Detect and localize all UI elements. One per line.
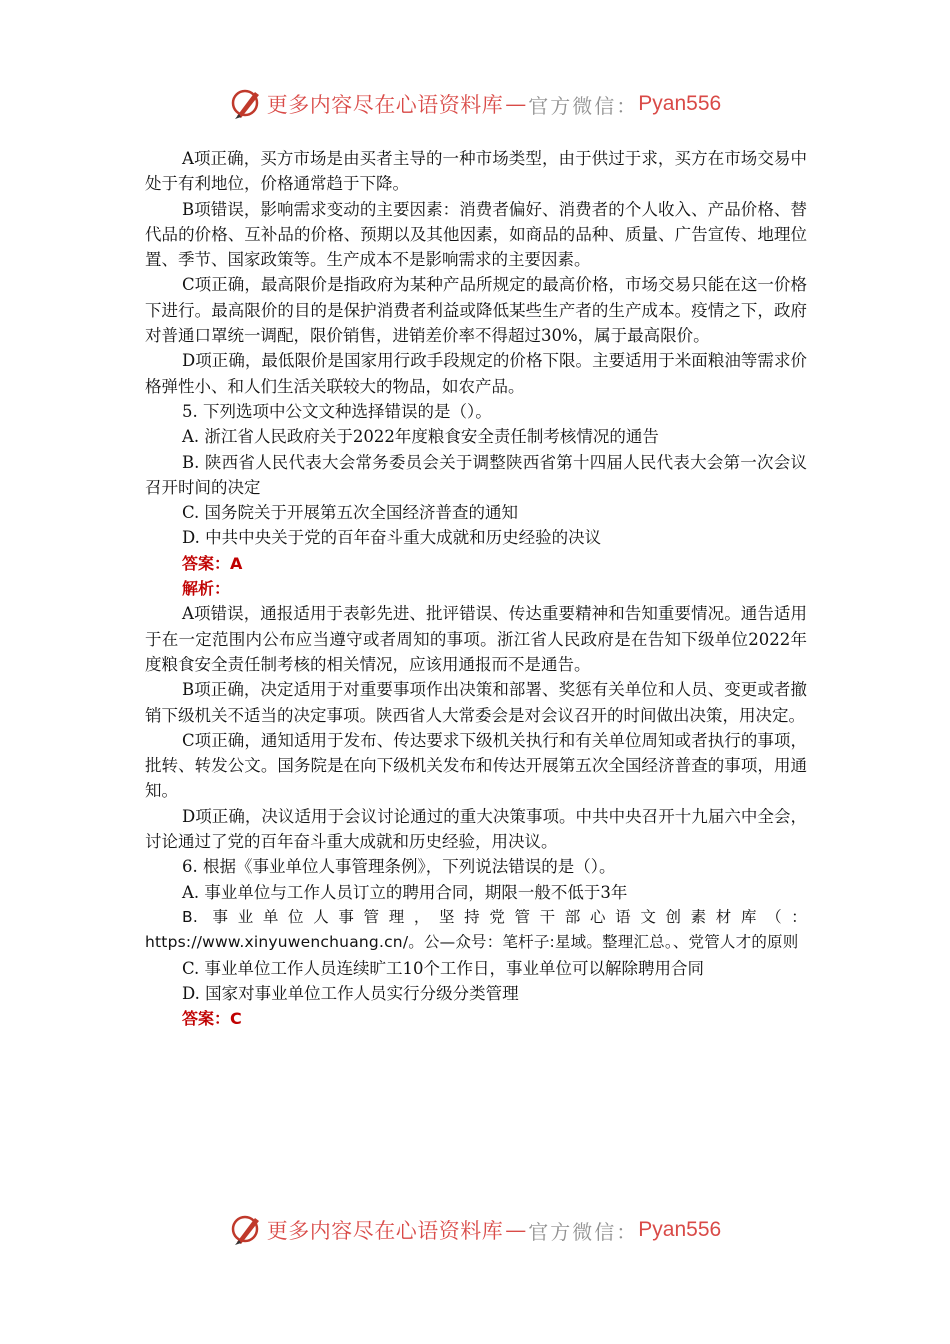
- answer-label: 答案：A: [182, 553, 243, 573]
- paragraph: D项正确，决议适用于会议讨论通过的重大决策事项。中共中央召开十九届六中全会，讨论通过了党的百年奋斗重大成就和历史经验，用决议。: [145, 806, 807, 852]
- paragraph: C. 国务院关于开展第五次全国经济普查的通知: [182, 503, 519, 523]
- paragraph: B项错误，影响需求变动的主要因素：消费者偏好、消费者的个人收入、产品价格、替代品的价格、互补品的价格、预期以及其他因素，如商品的品种、质量、广告宣传、地理位置、季节、国家政策等。生产成本不是影响需求的主要因素。: [145, 199, 807, 270]
- paragraph: A. 浙江省人民政府关于2022年度粮食安全责任制考核情况的通告: [182, 427, 659, 447]
- paragraph: C. 事业单位工作人员连续旷工10个工作日，事业单位可以解除聘用合同: [182, 958, 705, 978]
- pen-logo-icon: [229, 1212, 265, 1248]
- paragraph: D项正确，最低限价是国家用行政手段规定的价格下限。主要适用于米面粮油等需求价格弹性小、和人们生活关联较大的物品，如农产品。: [145, 351, 807, 396]
- banner-main-text: 更多内容尽在心语资料库: [266, 93, 504, 117]
- banner-official-label: 官方微信：: [528, 93, 639, 118]
- banner-dash: —: [505, 1218, 527, 1242]
- banner-wechat-id: Pyan556: [638, 1218, 722, 1241]
- paragraph: C项正确，通知适用于发布、传达要求下级机关执行和有关单位周知或者执行的事项，批转、转发公文。国务院是在向下级机关发布和传达开展第五次全国经济普查的事项，用通知。: [145, 730, 807, 801]
- paragraph: B. 陕西省人民代表大会常务委员会关于调整陕西省第十四届人民代表大会第一次会议召开时间的决定: [145, 452, 807, 497]
- paragraph: A项正确，买方市场是由买者主导的一种市场类型，由于供过于求，买方在市场交易中处于有利地位，价格通常趋于下降。: [145, 149, 807, 194]
- option-text: B. 事业单位人事管理，坚持党管干部心语文创素材库（：https://www.xinyuwenchuang.cn/。公—众号：笔杆子:星域。整理汇总。、党管人才的原则: [145, 907, 807, 952]
- analysis-label: 解析：: [182, 579, 231, 599]
- question-text: 5. 下列选项中公文文种选择错误的是（）。: [182, 401, 492, 421]
- banner-wechat-id: Pyan556: [638, 92, 722, 115]
- paragraph: C项正确，最高限价是指政府为某种产品所规定的最高价格，市场交易只能在这一价格下进行。最高限价的目的是保护消费者利益或降低某些生产者的生产成本。疫情之下，政府对普通口罩统一调配，限价销售，进销差价率不得超过30%，属于最高限价。: [145, 275, 807, 346]
- document-body: [145, 146, 807, 1031]
- banner-dash: —: [505, 92, 527, 116]
- paragraph: D. 国家对事业单位工作人员实行分级分类管理: [182, 983, 519, 1003]
- paragraph: B项正确，决定适用于对重要事项作出决策和部署、奖惩有关单位和人员、变更或者撤销下级机关不适当的决定事项。陕西省人大常委会是对会议召开的时间做出决策，用决定。: [145, 680, 807, 725]
- banner-official-label: 官方微信：: [528, 1219, 639, 1244]
- paragraph: D. 中共中央关于党的百年奋斗重大成就和历史经验的决议: [182, 528, 602, 548]
- pen-logo-icon: [229, 86, 265, 122]
- footer-watermark-banner: [0, 1210, 950, 1250]
- paragraph: A项错误，通报适用于表彰先进、批评错误、传达重要精神和告知重要情况。通告适用于在一定范围内公布应当遵守或者周知的事项。浙江省人民政府是在告知下级单位2022年度粮食安全责任制考核的相关情况，应该用通报而不是通告。: [145, 604, 807, 674]
- question-text: 6. 根据《事业单位人事管理条例》，下列说法错误的是（）。: [182, 857, 616, 877]
- answer-label: 答案：C: [182, 1009, 242, 1029]
- banner-main-text: 更多内容尽在心语资料库: [266, 1219, 504, 1243]
- header-watermark-banner: [0, 84, 950, 124]
- paragraph: A. 事业单位与工作人员订立的聘用合同，期限一般不低于3年: [182, 882, 628, 902]
